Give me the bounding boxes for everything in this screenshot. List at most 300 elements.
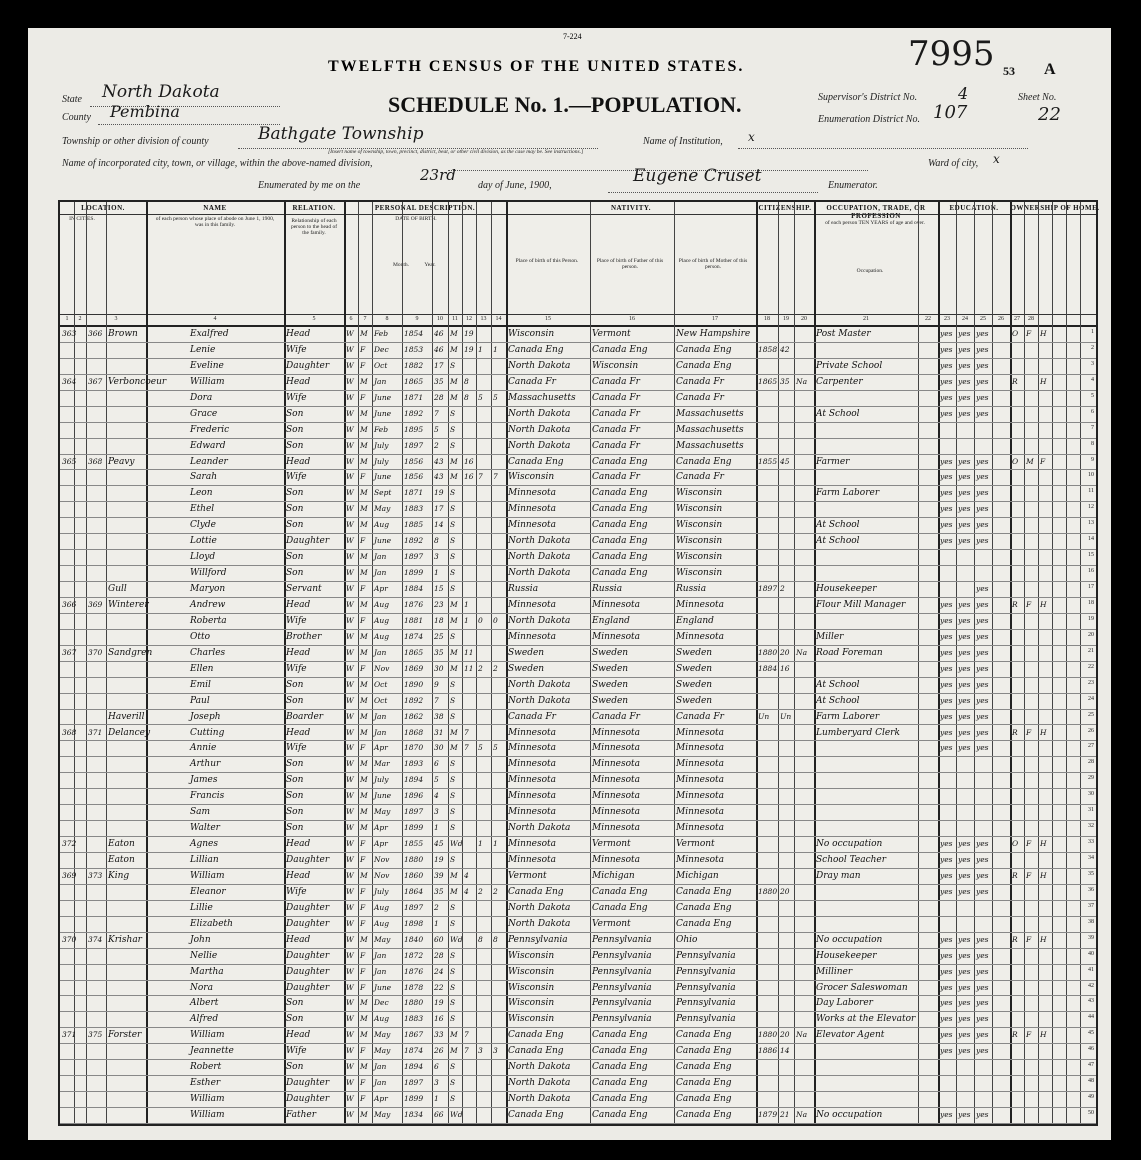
cell-rel: Daughter [286, 902, 330, 913]
cell-read: yes [940, 998, 953, 1008]
cell-mar: S [450, 552, 456, 562]
cell-mbp: Minnesota [676, 823, 725, 834]
cell-rel: Daughter [286, 1078, 330, 1089]
cell-bp: Minnesota [508, 599, 557, 610]
cell-farm: F [1040, 456, 1046, 466]
table-row [60, 677, 1096, 694]
cell-yrs: 16 [464, 456, 474, 466]
cell-year: 1855 [404, 839, 424, 849]
cell-occ: Private School [816, 360, 883, 371]
cell-month: Nov [374, 663, 390, 673]
cell-mar: S [450, 695, 456, 705]
cell-year: 1897 [404, 807, 424, 817]
cell-fam: 373 [88, 870, 103, 880]
cell-mar: M [450, 615, 458, 625]
cell-mar: M [450, 727, 458, 737]
cell-fam: 368 [88, 456, 103, 466]
cell-surname: Eaton [108, 839, 135, 850]
table-row [60, 517, 1096, 534]
cell-given: Alfred [190, 1014, 219, 1025]
cell-given: Lenie [190, 344, 216, 355]
column-number: 18 [764, 316, 770, 322]
cell-year: 1872 [404, 950, 424, 960]
row-number: 25 [1088, 711, 1094, 718]
cell-mar: M [450, 1046, 458, 1056]
cell-occ: Housekeeper [816, 584, 877, 595]
cell-age: 38 [434, 711, 444, 721]
cell-mbp: New Hampshire [676, 329, 751, 339]
cell-rel: Son [286, 408, 304, 419]
cell-write: yes [958, 727, 971, 737]
cell-mar: S [450, 711, 456, 721]
cell-fbp: Pennsylvania [592, 966, 652, 977]
cell-write: yes [958, 456, 971, 466]
cell-occ: Housekeeper [816, 950, 877, 961]
cell-race: W [346, 472, 354, 482]
cell-bp: Massachusetts [508, 392, 576, 403]
cell-occ: School Teacher [816, 855, 887, 866]
cell-sex: F [360, 743, 366, 753]
cell-race: W [346, 1110, 354, 1120]
cell-month: Aug [374, 631, 390, 641]
cell-eng: yes [976, 376, 989, 386]
cell-given: Cutting [190, 727, 225, 738]
cell-month: Feb [374, 329, 389, 338]
cell-fbp: Minnesota [592, 631, 641, 642]
cell-race: W [346, 392, 354, 402]
cell-month: Aug [374, 1014, 390, 1024]
row-number: 28 [1088, 759, 1094, 766]
cell-eng: yes [976, 472, 989, 482]
row-number: 1 [1091, 329, 1094, 335]
cell-dwell: 371 [62, 1030, 77, 1040]
cell-month: May [374, 1110, 391, 1120]
cell-write: yes [958, 615, 971, 625]
cell-eng: yes [976, 679, 989, 689]
cell-nat: Na [796, 1030, 808, 1040]
cell-fbp: Minnesota [592, 759, 641, 770]
cell-write: yes [958, 504, 971, 514]
cell-month: Jan [374, 1062, 387, 1072]
cell-read: yes [940, 647, 953, 657]
cell-age: 18 [434, 615, 444, 625]
state-value: North Dakota [102, 82, 220, 102]
cell-read: yes [940, 344, 953, 354]
cell-mar: Wd [450, 839, 463, 849]
column-number: 23 [944, 316, 950, 322]
cell-sex: M [360, 695, 368, 705]
cell-month: July [374, 440, 389, 450]
cell-eng: yes [976, 329, 989, 338]
cell-free: F [1026, 839, 1032, 849]
cell-read: yes [940, 360, 953, 370]
cell-mar: M [450, 870, 458, 880]
cell-eng: yes [976, 1014, 989, 1024]
cell-rel: Head [286, 727, 311, 738]
cell-sex: M [360, 376, 368, 386]
cell-eng: yes [976, 743, 989, 753]
cell-mar: M [450, 743, 458, 753]
cell-ch: 5 [478, 743, 483, 753]
cell-given: Sam [190, 807, 211, 818]
cell-bp: Minnesota [508, 727, 557, 738]
cell-read: yes [940, 392, 953, 402]
cell-mar: M [450, 647, 458, 657]
cell-read: yes [940, 1014, 953, 1024]
cell-yus: 2 [780, 584, 785, 594]
cell-rel: Son [286, 759, 304, 770]
cell-fam: 366 [88, 329, 103, 338]
row-number: 44 [1088, 1014, 1094, 1021]
table-row [60, 1027, 1096, 1044]
cell-ch: 2 [478, 663, 483, 673]
cell-year: 1871 [404, 392, 424, 402]
row-number: 19 [1088, 615, 1094, 622]
cell-read: yes [940, 615, 953, 625]
cell-given: Jeannette [190, 1046, 234, 1057]
cell-year: 1876 [404, 599, 424, 609]
cell-year: 1856 [404, 472, 424, 482]
cell-occ: No occupation [816, 1110, 883, 1121]
supervisor-value: 4 [958, 84, 969, 103]
cell-month: Jan [374, 711, 387, 721]
cell-sex: M [360, 504, 368, 514]
cell-month: Apr [374, 584, 388, 594]
cell-year: 1876 [404, 966, 424, 976]
cell-year: 1862 [404, 711, 424, 721]
cell-fbp: Michigan [592, 870, 635, 881]
sheet-value: 22 [1038, 104, 1061, 125]
column-number: 5 [312, 316, 316, 322]
cell-year: 1871 [404, 488, 424, 498]
table-row [60, 995, 1096, 1012]
cell-bp: Minnesota [508, 759, 557, 770]
state-label: State [62, 94, 82, 105]
cell-mar: S [450, 584, 456, 594]
cell-yrs: 19 [464, 329, 474, 338]
table-row [60, 661, 1096, 678]
cell-liv: 8 [493, 934, 498, 944]
supervisor-label: Supervisor's District No. [818, 92, 918, 103]
table-row [60, 884, 1096, 901]
cell-yrs: 1 [464, 599, 469, 609]
cell-nat: Na [796, 376, 808, 386]
row-number: 45 [1088, 1030, 1094, 1037]
cell-rel: Head [286, 599, 311, 610]
cell-read: yes [940, 599, 953, 609]
cell-rel: Daughter [286, 966, 330, 977]
cell-race: W [346, 329, 354, 338]
cell-rel: Son [286, 488, 304, 499]
table-row [60, 948, 1096, 965]
row-number: 15 [1088, 552, 1094, 559]
cell-bp: Wisconsin [508, 950, 555, 961]
cell-given: Andrew [190, 599, 226, 610]
cell-read: yes [940, 472, 953, 482]
cell-fbp: Canada Eng [592, 1062, 648, 1073]
cell-rel: Daughter [286, 918, 330, 929]
cell-race: W [346, 647, 354, 657]
enumeration-value: 107 [933, 102, 968, 123]
table-row [60, 980, 1096, 997]
city-label: Name of incorporated city, town, or village, within the above-named division, [62, 158, 373, 169]
cell-race: W [346, 488, 354, 498]
cell-bp: North Dakota [508, 1078, 571, 1089]
cell-race: W [346, 360, 354, 370]
cell-sex: M [360, 631, 368, 641]
cell-mbp: Pennsylvania [676, 998, 736, 1009]
cell-sex: M [360, 807, 368, 817]
cell-year: 1870 [404, 743, 424, 753]
cell-year: 1885 [404, 520, 424, 530]
cell-fbp: Sweden [592, 647, 629, 658]
cell-write: yes [958, 1110, 971, 1120]
column-number: 19 [783, 316, 789, 322]
cell-sex: F [360, 1094, 366, 1104]
column-number: 4 [213, 316, 217, 322]
cell-age: 43 [434, 472, 444, 482]
cell-sex: F [360, 663, 366, 673]
row-number: 32 [1088, 823, 1094, 830]
cell-race: W [346, 791, 354, 801]
row-number: 41 [1088, 966, 1094, 973]
hdr-personal: PERSONAL DESCRIPTION. [374, 204, 476, 212]
cell-rel: Head [286, 1030, 311, 1041]
cell-imm: 1886 [758, 1046, 778, 1056]
cell-mar: S [450, 918, 456, 928]
cell-age: 23 [434, 599, 444, 609]
cell-race: W [346, 950, 354, 960]
cell-eng: yes [976, 855, 989, 865]
cell-age: 7 [434, 408, 439, 418]
cell-write: yes [958, 679, 971, 689]
sub-month: Month. [392, 262, 410, 268]
cell-farm: H [1040, 839, 1047, 849]
cell-rel: Wife [286, 886, 307, 897]
cell-fam: 369 [88, 599, 103, 609]
cell-rel: Daughter [286, 950, 330, 961]
cell-dwell: 365 [62, 456, 77, 466]
cell-given: Robert [190, 1062, 222, 1073]
cell-given: Willford [190, 568, 227, 579]
row-number: 26 [1088, 727, 1094, 734]
cell-age: 3 [434, 1078, 439, 1088]
table-row [60, 374, 1096, 391]
cell-imm: 1858 [758, 344, 778, 354]
sub-year: Year. [424, 262, 436, 268]
cell-imm: 1897 [758, 584, 778, 594]
cell-read: yes [940, 631, 953, 641]
enumerated-label: Enumerated by me on the [258, 180, 361, 191]
cell-age: 31 [434, 727, 444, 737]
cell-mar: S [450, 360, 456, 370]
cell-given: Ellen [190, 663, 214, 674]
cell-write: yes [958, 998, 971, 1008]
table-row [60, 725, 1096, 742]
cell-month: May [374, 934, 391, 944]
cell-mar: M [450, 1030, 458, 1040]
cell-given: Sarah [190, 472, 217, 483]
cell-read: yes [940, 376, 953, 386]
row-number: 24 [1088, 695, 1094, 702]
cell-eng: yes [976, 934, 989, 944]
cell-mbp: Minnesota [676, 807, 725, 818]
cell-year: 1899 [404, 568, 424, 578]
cell-year: 1834 [404, 1110, 424, 1120]
cell-yus: 42 [780, 344, 790, 354]
cell-year: 1894 [404, 775, 424, 785]
cell-race: W [346, 918, 354, 928]
row-number: 5 [1091, 392, 1094, 399]
cell-mar: S [450, 998, 456, 1008]
cell-read: yes [940, 536, 953, 546]
cell-mar: S [450, 488, 456, 498]
cell-rel: Daughter [286, 982, 330, 993]
cell-mar: M [450, 663, 458, 673]
cell-mbp: Minnesota [676, 791, 725, 802]
cell-age: 25 [434, 631, 444, 641]
table-row [60, 501, 1096, 518]
sub-occ: Occupation. [856, 268, 884, 274]
cell-read: yes [940, 950, 953, 960]
cell-mbp: Wisconsin [676, 504, 723, 515]
cell-age: 30 [434, 743, 444, 753]
cell-bp: Canada Eng [508, 1030, 564, 1041]
cell-year: 1865 [404, 647, 424, 657]
cell-write: yes [958, 488, 971, 498]
cell-age: 15 [434, 584, 444, 594]
table-row [60, 533, 1096, 550]
cell-read: yes [940, 966, 953, 976]
cell-race: W [346, 552, 354, 562]
cell-yus: 14 [780, 1046, 790, 1056]
cell-year: 1860 [404, 870, 424, 880]
cell-given: Lillian [190, 855, 219, 866]
cell-fbp: Canada Eng [592, 1094, 648, 1105]
cell-surname: Peavy [108, 456, 135, 467]
county-value: Pembina [110, 102, 180, 121]
cell-mar: M [450, 599, 458, 609]
cell-write: yes [958, 392, 971, 402]
table-row [60, 868, 1096, 885]
row-number: 16 [1088, 568, 1094, 575]
table-row [60, 1011, 1096, 1028]
cell-race: W [346, 504, 354, 514]
cell-eng: yes [976, 615, 989, 625]
cell-eng: yes [976, 839, 989, 849]
cell-month: June [374, 536, 392, 546]
cell-own: R [1012, 376, 1018, 386]
cell-sex: M [360, 520, 368, 530]
cell-bp: Minnesota [508, 504, 557, 515]
cell-occ: Day Laborer [816, 998, 873, 1009]
cell-age: 3 [434, 552, 439, 562]
table-row [60, 629, 1096, 646]
cell-bp: Vermont [508, 870, 547, 881]
cell-farm: H [1040, 934, 1047, 944]
cell-fbp: Pennsylvania [592, 982, 652, 993]
cell-race: W [346, 536, 354, 546]
cell-sex: M [360, 759, 368, 769]
cell-fam: 374 [88, 934, 103, 944]
cell-rel: Son [286, 1062, 304, 1073]
cell-occ: Post Master [816, 329, 871, 339]
cell-sex: M [360, 552, 368, 562]
page-number: 53 [1003, 64, 1015, 78]
cell-age: 1 [434, 823, 439, 833]
cell-liv: 2 [493, 663, 498, 673]
column-number: 27 [1014, 316, 1020, 322]
cell-yus: 20 [780, 647, 790, 657]
cell-given: Maryon [190, 584, 226, 595]
cell-month: Apr [374, 743, 388, 753]
cell-read: yes [940, 504, 953, 514]
cell-write: yes [958, 408, 971, 418]
cell-occ: Works at the Elevator [816, 1014, 916, 1025]
cell-sex: M [360, 408, 368, 418]
cell-own: R [1012, 1030, 1018, 1040]
cell-mbp: Minnesota [676, 727, 725, 738]
cell-imm: 1880 [758, 647, 778, 657]
cell-age: 24 [434, 966, 444, 976]
cell-yus: 45 [780, 456, 790, 466]
cell-year: 1868 [404, 727, 424, 737]
hdr-occupation: OCCUPATION, TRADE, OR PROFESSION [826, 204, 926, 220]
cell-age: 5 [434, 775, 439, 785]
cell-sex: F [360, 918, 366, 928]
cell-occ: No occupation [816, 839, 883, 850]
cell-year: 1865 [404, 376, 424, 386]
cell-read: yes [940, 488, 953, 498]
cell-bp: North Dakota [508, 823, 571, 834]
cell-sex: F [360, 966, 366, 976]
cell-mbp: Wisconsin [676, 520, 723, 531]
cell-race: W [346, 823, 354, 833]
table-row [60, 1043, 1096, 1060]
cell-mbp: Canada Fr [676, 376, 724, 387]
row-number: 42 [1088, 982, 1094, 989]
cell-write: yes [958, 520, 971, 530]
cell-mar: S [450, 950, 456, 960]
cell-fbp: Canada Eng [592, 1078, 648, 1089]
cell-rel: Wife [286, 472, 307, 483]
cell-bp: Minnesota [508, 488, 557, 499]
row-number: 35 [1088, 870, 1094, 877]
cell-age: 39 [434, 870, 444, 880]
cell-write: yes [958, 472, 971, 482]
table-row [60, 454, 1096, 471]
row-number: 33 [1088, 839, 1094, 846]
cell-mbp: England [676, 615, 714, 626]
table-row [60, 406, 1096, 423]
cell-mbp: Canada Eng [676, 1094, 732, 1105]
column-number: 7 [363, 316, 367, 322]
cell-farm: H [1040, 870, 1047, 880]
cell-given: Leander [190, 456, 228, 467]
cell-write: yes [958, 855, 971, 865]
cell-rel: Son [286, 823, 304, 834]
cell-fbp: Vermont [592, 918, 631, 929]
cell-sex: M [360, 870, 368, 880]
sub-in-cities: IN CITIES. [69, 216, 95, 222]
cell-liv: 3 [493, 1046, 498, 1056]
cell-mbp: Russia [676, 584, 707, 595]
cell-bp: North Dakota [508, 424, 571, 435]
cell-mar: S [450, 408, 456, 418]
cell-rel: Son [286, 679, 304, 690]
cell-read: yes [940, 743, 953, 753]
cell-bp: North Dakota [508, 679, 571, 690]
